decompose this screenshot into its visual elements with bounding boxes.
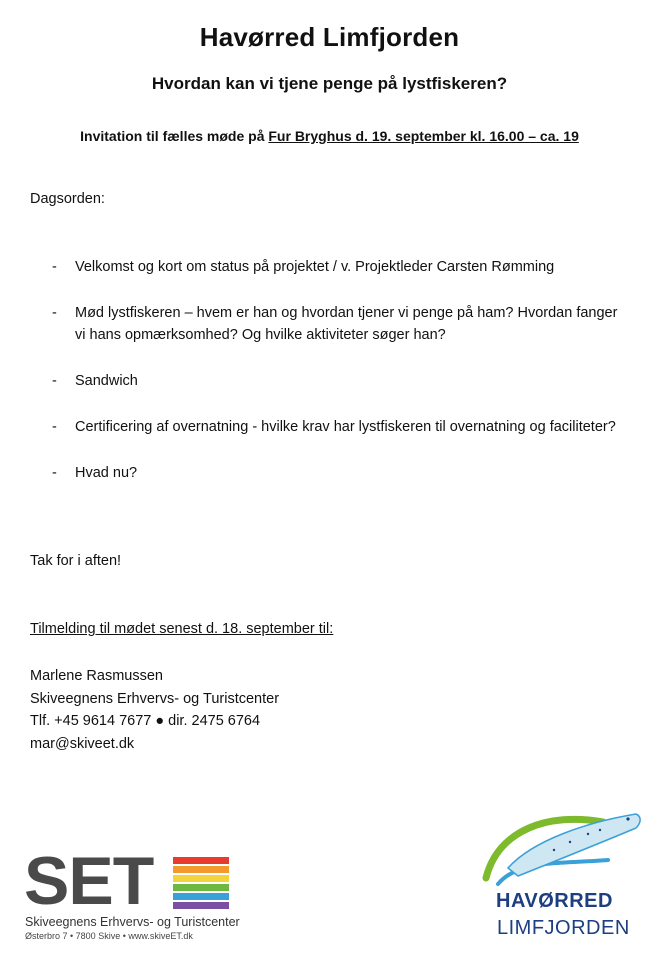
dash-bullet: -: [52, 305, 57, 321]
havorred-logo: [478, 800, 648, 950]
contact-name: Marlene Rasmussen: [30, 668, 163, 684]
set-logo-rainbow-bars: [173, 857, 229, 911]
rainbow-bar: [173, 857, 229, 864]
agenda-item-text: Hvad nu?: [75, 465, 138, 481]
rainbow-bar: [173, 884, 229, 891]
set-logo: [24, 843, 244, 943]
agenda-item-text: Mød lystfiskeren – hvem er han og hvordan tjener vi penge på ham? Hvordan fanger vi hans opmærksomhed? Og hvilke aktiviteter søger han?: [75, 305, 618, 343]
dash-bullet: -: [52, 465, 57, 481]
set-logo-letters: SET: [24, 843, 154, 919]
havorred-logo-line2: LIMFJORDEN: [497, 917, 630, 939]
agenda-item-text: Certificering af overnatning - hvilke krav har lystfiskeren til overnatning og faciliteter?: [75, 419, 616, 435]
document-title: Havørred Limfjorden: [199, 22, 460, 52]
agenda-item: [30, 462, 630, 484]
rainbow-bar: [173, 875, 229, 882]
set-logo-name: Skiveegnens Erhvervs- og Turistcenter: [25, 915, 240, 929]
rainbow-bar: [173, 902, 229, 909]
havorred-logo-line1: HAVØRRED: [496, 890, 613, 912]
agenda-item: [30, 370, 630, 392]
trout-fish-icon: [478, 800, 648, 890]
rainbow-bar: [173, 866, 229, 873]
invitation-venue-date: Fur Bryghus d. 19. september kl. 16.00 – ca. 19: [268, 128, 579, 144]
agenda-item: [30, 256, 630, 278]
agenda-item: [30, 416, 630, 438]
signup-heading: Tilmelding til mødet senest d. 18. september til:: [30, 621, 334, 637]
rainbow-bar: [173, 893, 229, 900]
contact-phone: Tlf. +45 9614 7677 ● dir. 2475 6764: [30, 713, 261, 729]
thanks-text: Tak for i aften!: [30, 553, 122, 569]
agenda-list: [30, 256, 630, 508]
dash-bullet: -: [52, 259, 57, 275]
agenda-item: [30, 302, 630, 346]
agenda-item-text: Velkomst og kort om status på projektet / v. Projektleder Carsten Rømming: [75, 259, 555, 275]
set-logo-address: Østerbro 7 • 7800 Skive • www.skiveET.dk: [25, 931, 193, 941]
invitation-line: [0, 128, 659, 144]
agenda-item-text: Sandwich: [75, 373, 138, 389]
agenda-heading: Dagsorden:: [30, 191, 105, 207]
dash-bullet: -: [52, 419, 57, 435]
dash-bullet: -: [52, 373, 57, 389]
contact-org: Skiveegnens Erhvervs- og Turistcenter: [30, 690, 280, 707]
invitation-prefix: Invitation til fælles møde på: [80, 128, 269, 144]
document-subtitle: Hvordan kan vi tjene penge på lystfiskeren?: [151, 74, 508, 93]
contact-block: [30, 665, 279, 755]
contact-email: mar@skiveet.dk: [30, 735, 135, 752]
